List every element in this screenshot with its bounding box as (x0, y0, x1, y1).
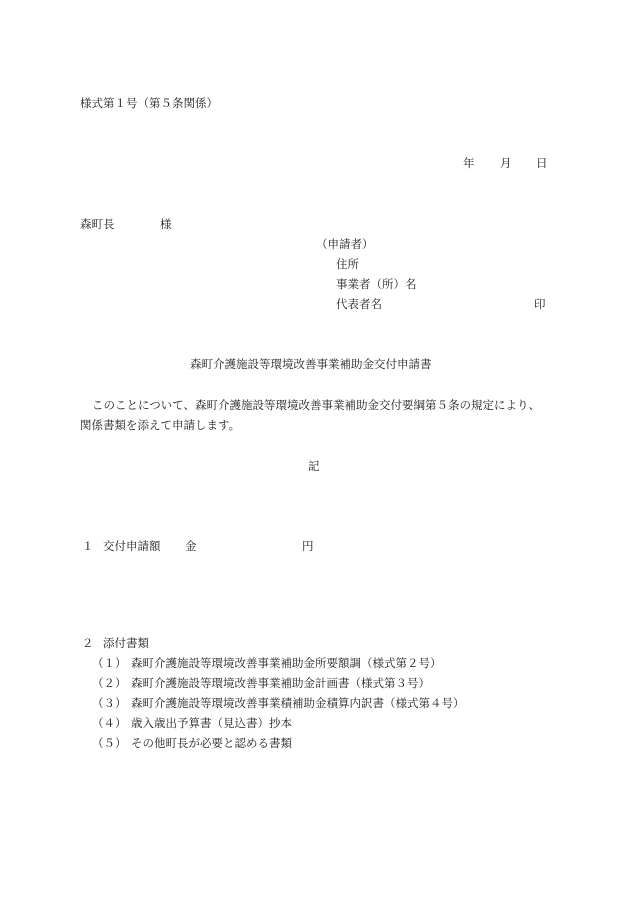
addressee-name: 森町長 (80, 217, 115, 231)
body-line-2: 関係書類を添えて申請します。 (80, 418, 241, 432)
seal-mark: 印 (534, 297, 546, 311)
section-1-number: １ (82, 539, 94, 553)
attachment-item-text: その他町長が必要と認める書類 (131, 736, 292, 750)
attachment-item-text: 歳入歳出予算書（見込書）抄本 (131, 716, 292, 730)
section-2-label: 添付書類 (103, 636, 149, 650)
attachment-item-number: （４） (92, 716, 127, 730)
document-title: 森町介護施設等環境改善事業補助金交付申請書 (190, 357, 432, 371)
attachment-item-number: （１） (92, 656, 127, 670)
ki-heading: 記 (308, 459, 320, 473)
amount-kin: 金 (185, 539, 197, 553)
amount-yen: 円 (302, 539, 314, 553)
form-number: 様式第１号（第５条関係） (80, 96, 218, 110)
representative-label: 代表者名 (336, 297, 382, 311)
section-1-label: 交付申請額 (103, 539, 161, 553)
attachment-item-number: （３） (92, 696, 127, 710)
attachment-item-number: （２） (92, 676, 127, 690)
date-day: 日 (536, 156, 548, 170)
address-label: 住所 (336, 257, 359, 271)
date-month: 月 (500, 156, 512, 170)
attachment-item-text: 森町介護施設等環境改善事業積補助金積算内訳書（様式第４号） (131, 696, 465, 710)
body-line-1: このことについて、森町介護施設等環境改善事業補助金交付要綱第５条の規定により、 (92, 398, 541, 412)
attachment-item-number: （５） (92, 736, 127, 750)
business-name-label: 事業者（所）名 (336, 277, 417, 291)
applicant-heading: （申請者） (316, 237, 374, 251)
section-2-number: ２ (82, 636, 94, 650)
attachment-item-text: 森町介護施設等環境改善事業補助金所要額調（様式第２号） (131, 656, 442, 670)
date-year: 年 (463, 156, 475, 170)
attachment-item-text: 森町介護施設等環境改善事業補助金計画書（様式第３号） (131, 676, 430, 690)
addressee-honorific: 様 (160, 217, 172, 231)
